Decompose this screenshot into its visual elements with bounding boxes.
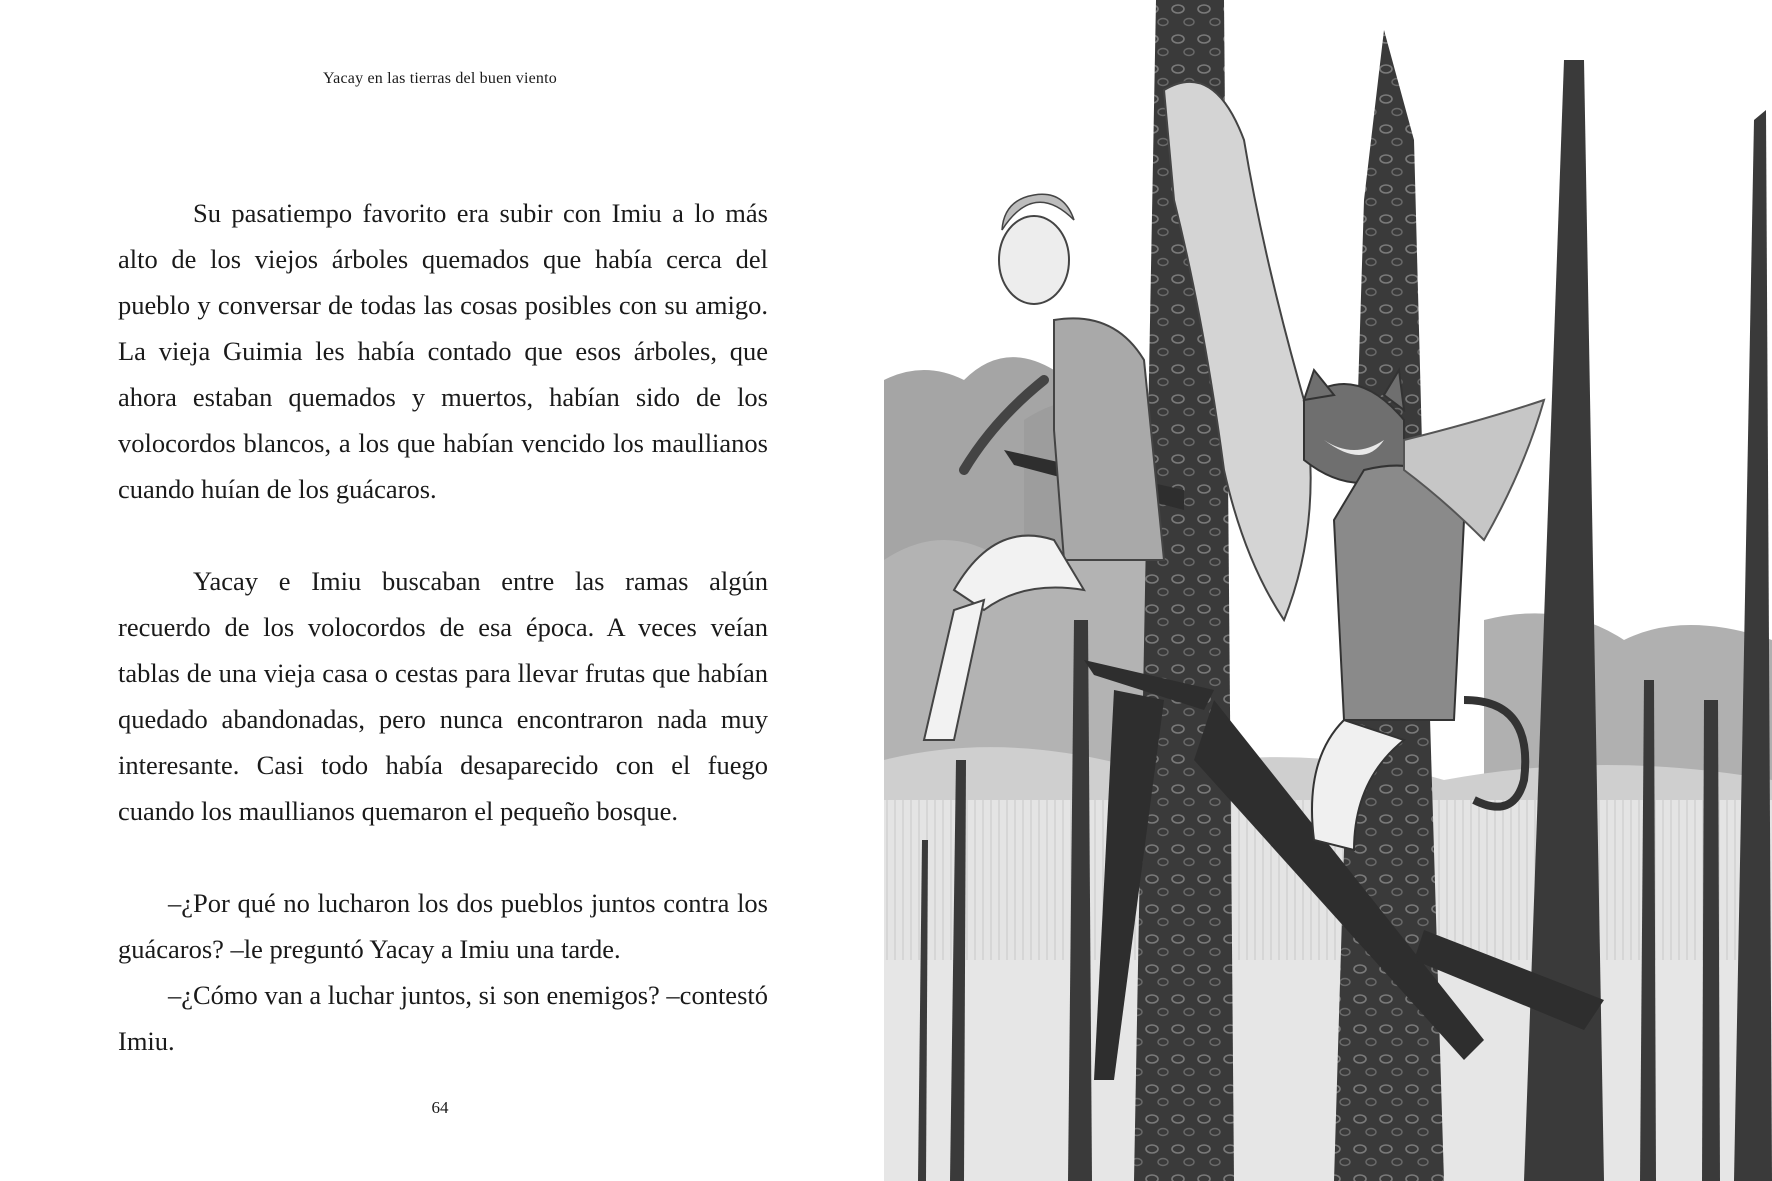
running-head: Yacay en las tierras del buen viento <box>323 70 557 87</box>
illustration-burnt-trees <box>884 0 1772 1181</box>
dialogue-line-2: –¿Cómo van a luchar juntos, si son enemigos? –contestó Imiu. <box>118 980 768 1056</box>
paragraph-1: Su pasatiempo favorito era subir con Imiu a lo más alto de los viejos árboles quemados que había cerca del pueblo y conversar de todas las cosas posibles con su amigo. La vieja Guimia les había contado que esos árboles, que ahora estaban quemados y muertos, habían sido de los volocordos blancos, a los que habían vencido los maullianos cuando huían de los guácaros. <box>118 198 768 504</box>
right-page <box>884 0 1772 1181</box>
left-page <box>0 0 880 1181</box>
body-text <box>118 190 768 1064</box>
paragraph-2: Yacay e Imiu buscaban entre las ramas algún recuerdo de los volocordos de esa época. A veces veían tablas de una vieja casa o cestas para llevar frutas que habían quedado abandonadas, pero nunca encontraron nada muy interesante. Casi todo había desaparecido con el fuego cuando los maullianos quemaron el pequeño bosque. <box>118 566 768 826</box>
page-number: 64 <box>431 1098 449 1117</box>
dialogue-line-1: –¿Por qué no lucharon los dos pueblos juntos contra los guácaros? –le preguntó Yacay a Imiu una tarde. <box>118 888 768 964</box>
ground-wash <box>884 960 1772 1181</box>
